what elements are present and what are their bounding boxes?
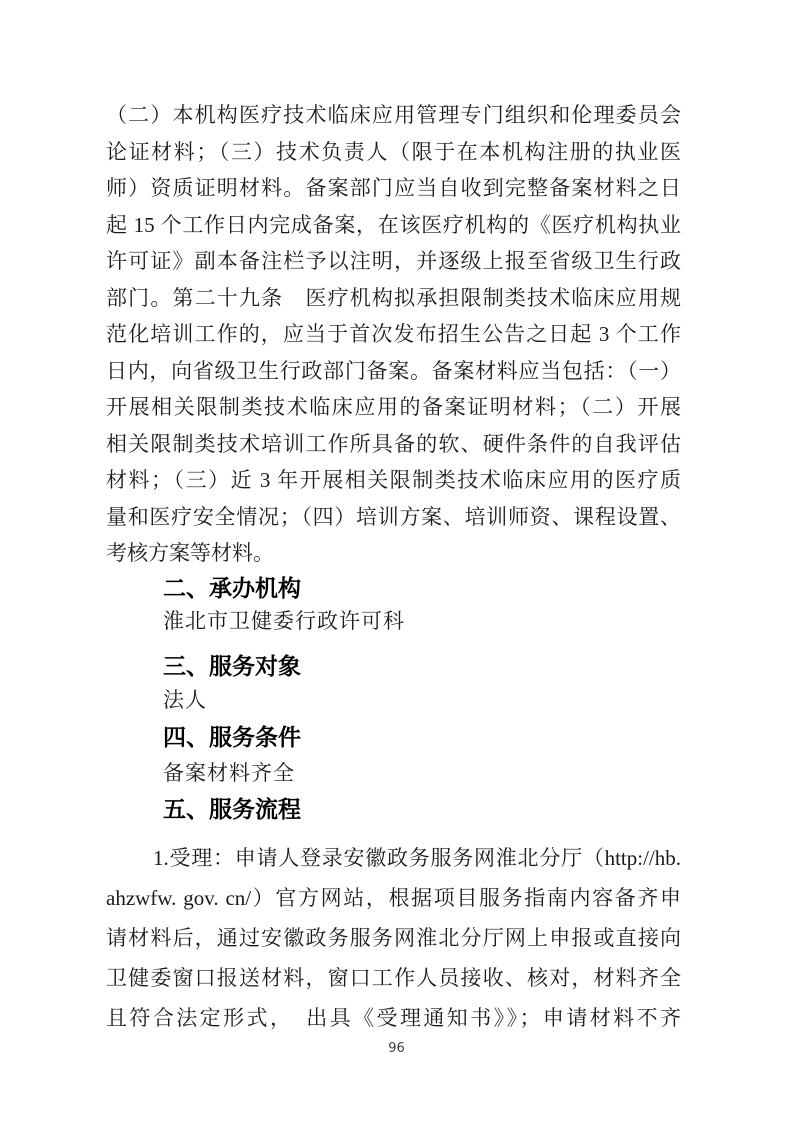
section-heading-organizer: 二、承办机构 [163, 575, 301, 601]
paragraph-line: 卫健委窗口报送材料，窗口工作人员接收、核对，材料齐全 [106, 966, 681, 990]
paragraph-line: 范化培训工作的，应当于首次发布招生公告之日起 3 个工作 [106, 322, 681, 346]
paragraph-line: 论证材料；（三）技术负责人（限于在本机构注册的执业医 [106, 139, 681, 164]
paragraph-line: 许可证》副本备注栏予以注明，并逐级上报至省级卫生行政 [106, 249, 681, 273]
paragraph-line: ahzwfw. gov. cn/）官方网站，根据项目服务指南内容备齐申 [106, 886, 681, 910]
paragraph-line: 量和医疗安全情况；（四）培训方案、培训师资、课程设置、 [106, 504, 681, 529]
paragraph-line: 请材料后，通过安徽政务服务网淮北分厅网上申报或直接向 [106, 926, 681, 950]
page-number: 96 [388, 1041, 405, 1056]
paragraph-line: 起 15 个工作日内完成备案，在该医疗机构的《医疗机构执业 [106, 212, 681, 237]
regulation-paragraph [106, 97, 681, 572]
paragraph-line: 1.受理：申请人登录安徽政务服务网淮北分厅（http://hb. [153, 846, 681, 870]
paragraph-line: 考核方案等材料。 [106, 541, 274, 565]
paragraph-line: 部门。第二十九条 医疗机构拟承担限制类技术临床应用规 [106, 285, 681, 310]
paragraph-line: 师）资质证明材料。备案部门应当自收到完整备案材料之日 [106, 176, 681, 200]
paragraph-line: 且符合法定形式， 出具《受理通知书》》；申请材料不齐 [106, 1006, 681, 1030]
paragraph-line: 相关限制类技术培训工作所具备的软、硬件条件的自我评估 [106, 431, 681, 456]
process-paragraph [106, 838, 681, 1038]
section-body-service-condition: 备案材料齐全 [163, 761, 295, 785]
section-body-service-target: 法人 [163, 688, 207, 712]
section-heading-service-condition: 四、服务条件 [163, 724, 301, 750]
paragraph-line: 日内，向省级卫生行政部门备案。备案材料应当包括：（一） [106, 358, 681, 383]
section-heading-service-process: 五、服务流程 [163, 796, 301, 822]
section-body-organizer: 淮北市卫健委行政许可科 [163, 609, 405, 633]
paragraph-line: （二）本机构医疗技术临床应用管理专门组织和伦理委员会 [106, 103, 681, 127]
paragraph-line: 材料；（三）近 3 年开展相关限制类技术临床应用的医疗质 [106, 468, 681, 492]
paragraph-line: 开展相关限制类技术临床应用的备案证明材料；（二）开展 [106, 395, 681, 419]
section-heading-service-target: 三、服务对象 [163, 653, 301, 679]
